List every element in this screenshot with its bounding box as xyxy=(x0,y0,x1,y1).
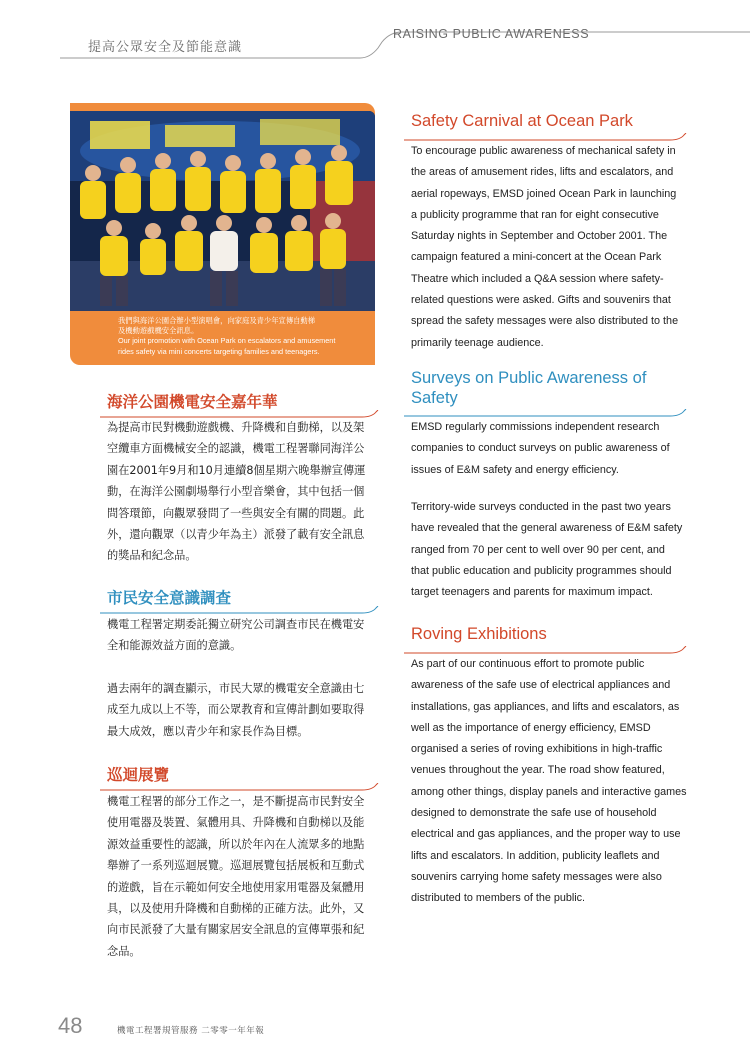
text-line: 成至九成以上不等，而公眾教育和宣傳計劃如要取得 xyxy=(107,703,365,717)
body-survey-zh-p1 xyxy=(107,614,379,657)
section-title-roving-zh: 巡迴展覽 xyxy=(107,766,170,784)
text-line: designed to demonstrate the safe use of household xyxy=(411,807,657,820)
text-line: 機電工程署的部分工作之一，是不斷提高市民對安全 xyxy=(107,795,365,808)
text-line: 的獎品和紀念品。 xyxy=(107,549,197,563)
section-rule xyxy=(100,606,382,614)
text-line: Territory-wide surveys conducted in the past two years xyxy=(411,501,671,513)
photo-card xyxy=(70,103,375,365)
title-line: Safety xyxy=(411,389,458,407)
header-title-en: RAISING PUBLIC AWARENESS xyxy=(393,27,590,41)
text-line: 動，在海洋公園劇場舉行小型音樂會，其中包括一個 xyxy=(107,485,365,499)
text-line: awareness of the safe use of electrical appliances and xyxy=(411,679,671,692)
text-line: 外，還向觀眾（以青少年為主）派發了載有安全訊息 xyxy=(107,528,365,542)
text-line: installations, gas appliances, and lifts and escalators, as xyxy=(411,700,680,713)
event-photo xyxy=(70,111,375,311)
text-line: organised a series of roving exhibitions in high-traffic xyxy=(411,743,663,756)
text-line: 向市民派發了大量有關家居安全訊息的宣傳單張和紀 xyxy=(107,923,365,937)
text-line: aerial ropeways, EMSD joined Ocean Park in launching xyxy=(411,187,677,200)
text-line: a publicity programme that ran for eight consecutive xyxy=(411,208,659,221)
footer-report-title: 機電工程署規管服務 二零零一年年報 xyxy=(117,1026,265,1036)
text-line: 全和能源效益方面的意識。 xyxy=(107,639,242,653)
photo-caption xyxy=(118,316,370,357)
section-title-survey-en xyxy=(411,368,646,408)
text-line: companies to conduct surveys on public awareness of xyxy=(411,442,670,455)
page-number: 48 xyxy=(58,1013,83,1038)
text-line: 過去兩年的調查顯示，市民大眾的機電安全意識由七 xyxy=(107,682,365,695)
text-line: As part of our continuous effort to promote public xyxy=(411,658,645,670)
text-line: target teenagers and parents for maximum impact. xyxy=(411,586,653,599)
text-line: 舉辦了一系列巡迴展覽。巡迴展覽包括展板和互動式 xyxy=(107,859,365,873)
text-line: lifts and escalators. In addition, publicity leaflets and xyxy=(411,849,660,862)
text-line: ranged from 70 per cent to well over 90 per cent, and xyxy=(411,543,665,556)
section-rule xyxy=(404,409,690,417)
text-line: well as the importance of energy efficiency, EMSD xyxy=(411,721,651,734)
text-line: distributed to members of the public. xyxy=(411,892,586,905)
caption-zh-line: 我們與海洋公園合辦小型演唱會，向家庭及青少年宣傳自動梯 xyxy=(118,316,316,325)
text-line: that public education and publicity programmes should xyxy=(411,564,672,577)
body-survey-en-p1 xyxy=(411,417,686,481)
text-line: 念品。 xyxy=(107,944,141,958)
text-line: souvenirs carrying home safety messages were also xyxy=(411,870,662,883)
text-line: among other things, display panels and interactive games xyxy=(411,785,687,798)
text-line: 機電工程署定期委託獨立研究公司調查市民在機電安 xyxy=(107,618,365,631)
text-line: 問答環節，向觀眾發問了一些與安全有關的問題。此 xyxy=(107,506,365,520)
section-title-carnival-en: Safety Carnival at Ocean Park xyxy=(411,112,633,130)
section-rule xyxy=(100,783,382,791)
text-line: electrical and gas appliances, and the proper way to use xyxy=(411,828,681,841)
section-title-survey-zh: 市民安全意識調查 xyxy=(107,589,232,607)
caption-zh-line: 及機動遊戲機安全訊息。 xyxy=(118,326,199,336)
title-line: Surveys on Public Awareness of xyxy=(411,369,647,387)
text-line: 園在2001年9月和10月連續8個星期六晚舉辦宣傳運 xyxy=(107,463,366,477)
text-line: EMSD regularly commissions independent research xyxy=(411,421,660,433)
section-rule xyxy=(404,646,690,654)
text-line: Theatre which included a Q&A session where safety- xyxy=(411,272,664,285)
body-roving-en xyxy=(411,654,686,910)
caption-en-line: Our joint promotion with Ocean Park on escalators and amusement xyxy=(118,336,336,346)
section-title-roving-en: Roving Exhibitions xyxy=(411,625,547,643)
text-line: issues of E&M safety and energy efficiency. xyxy=(411,463,619,476)
text-line: 空纜車方面機械安全的認識，機電工程署聯同海洋公 xyxy=(107,442,365,456)
text-line: To encourage public awareness of mechanical safety in xyxy=(411,145,676,157)
text-line: venues throughout the year. The road show featured, xyxy=(411,764,665,777)
text-line: primarily teenage audience. xyxy=(411,336,544,349)
text-line: the areas of amusement rides, lifts and escalators, and xyxy=(411,166,674,179)
section-title-carnival-zh: 海洋公園機電安全嘉年華 xyxy=(107,393,278,411)
text-line: campaign featured a mini-concert at the Ocean Park xyxy=(411,251,662,264)
text-line: have revealed that the general awareness of E&M safety xyxy=(411,522,683,535)
text-line: 具，以及使用升降機和自動梯的正確方法。此外，又 xyxy=(107,902,365,916)
text-line: 源效益重要性的認識，所以於年內在人流眾多的地點 xyxy=(107,837,365,851)
text-line: Saturday nights in September and October 2001. The xyxy=(411,230,668,243)
body-carnival-en xyxy=(411,141,686,354)
body-survey-en-p2 xyxy=(411,497,686,603)
body-roving-zh xyxy=(107,791,379,962)
text-line: 最大成效，應以青少年和家長作為目標。 xyxy=(107,724,309,738)
caption-en-line: rides safety via mini concerts targeting families and teenagers. xyxy=(118,346,320,356)
body-carnival-zh xyxy=(107,417,379,567)
text-line: 使用電器及裝置、氣體用具、升降機和自動梯以及能 xyxy=(107,816,365,830)
text-line: related questions were asked. Gifts and souvenirs that xyxy=(411,294,671,307)
text-line: 的遊戲，旨在示範如何安全地使用家用電器及氣體用 xyxy=(107,880,365,894)
body-survey-zh-p2 xyxy=(107,678,379,742)
header-title-zh: 提高公眾安全及節能意識 xyxy=(88,40,243,55)
section-rule xyxy=(404,133,690,141)
text-line: spread the safety messages were also distributed to the xyxy=(411,315,679,328)
text-line: 為提高市民對機動遊戲機、升降機和自動梯，以及架 xyxy=(107,421,365,434)
